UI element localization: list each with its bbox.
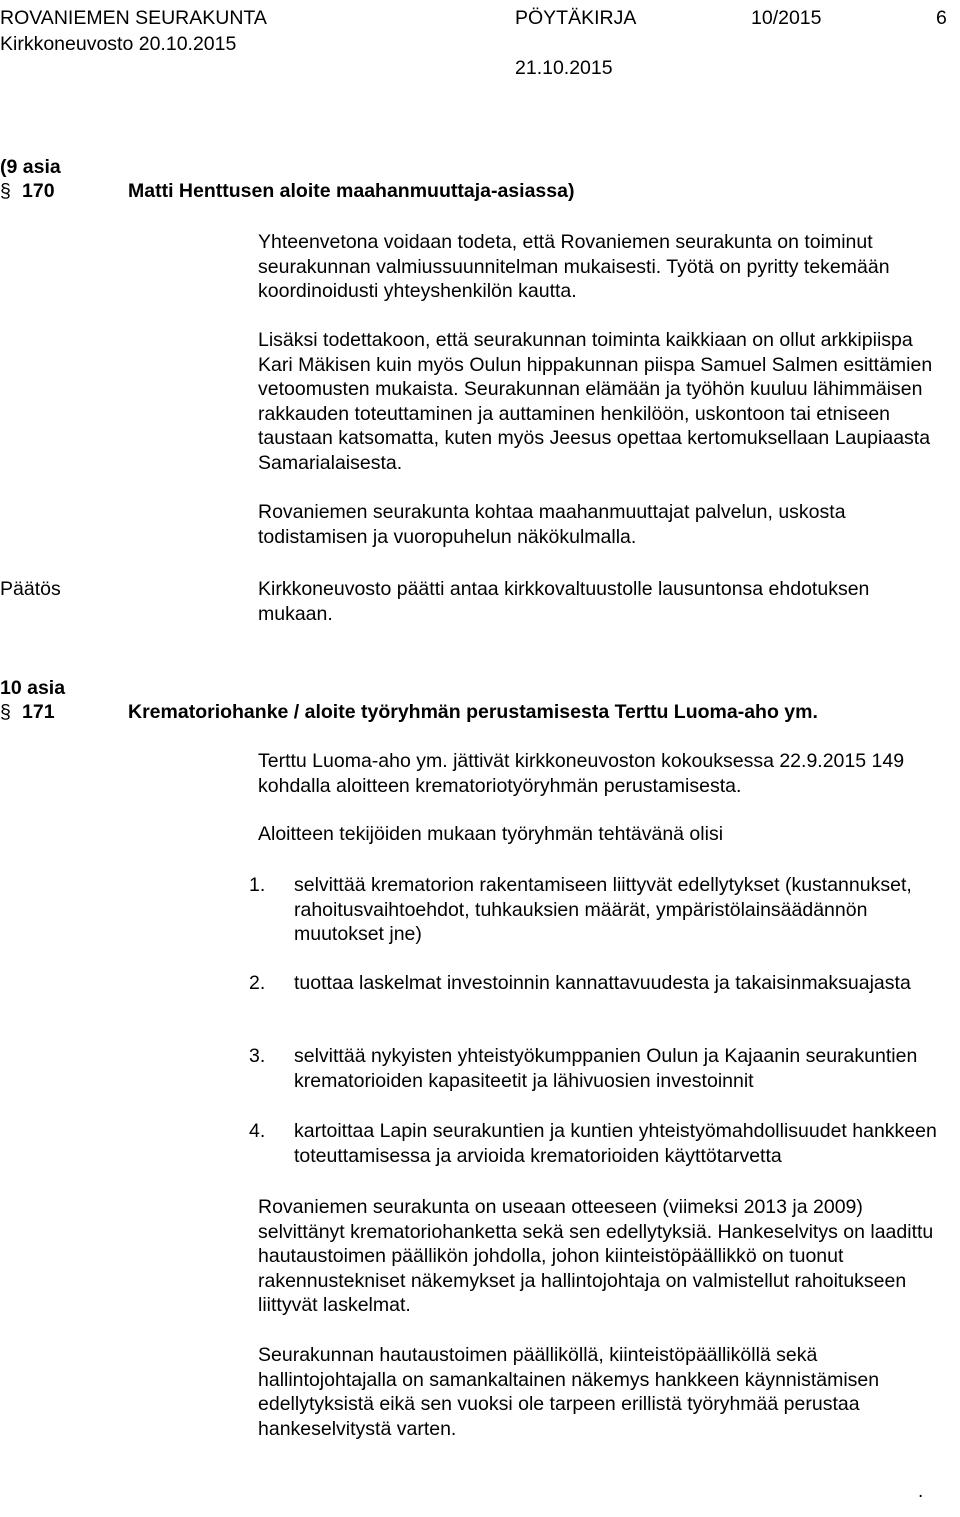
item171-intro: Terttu Luoma-aho ym. jättivät kirkkoneuvoston kokouksessa 22.9.2015 149 kohdalla aloitteen krematoriotyöryhmän perustamisesta.	[258, 750, 905, 797]
item171-number: 171	[22, 701, 55, 723]
list-item-number: 2.	[249, 972, 266, 994]
item170-paragraph-2: Lisäksi todettakoon, että seurakunnan toiminta kaikkiaan on ollut arkkipiispa Kari Mäkisen kuin myös Oulun hippakunnan piispa Samuel Salmen esittämien vetoomusten mukaista. Seurakunnan elämään ja työhön kuuluu lähimmäisen rakkauden toteuttaminen ja auttaminen henkilöön, uskontoon tai etniseen taustaan katsomatta, kuten myös Jeesus opettaa kertomuksellaan Laupiaasta Samarialaisesta.	[258, 329, 933, 474]
item171-prefix: 10 asia	[0, 677, 66, 699]
list-item-text: kartoittaa Lapin seurakuntien ja kuntien yhteistyömahdollisuudet hankkeen toteuttamisessa ja arvioida krematorioiden käyttötarvetta	[294, 1120, 937, 1167]
decision-text: Kirkkoneuvosto päätti antaa kirkkovaltuustolle lausuntonsa ehdotuksen mukaan.	[258, 578, 870, 625]
decision-label: Päätös	[0, 578, 61, 600]
list-item-text: selvittää nykyisten yhteistyökumppanien Oulun ja Kajaanin seurakuntien krematorioiden kapasiteetit ja lähivuosien investoinnit	[294, 1045, 918, 1092]
list-item-number: 4.	[249, 1120, 266, 1142]
list-item-text: tuottaa laskelmat investoinnin kannattavuudesta ja takaisinmaksuajasta	[294, 972, 911, 994]
list-item-text: selvittää krematorion rakentamiseen liittyvät edellytykset (kustannukset, rahoitusvaihtoehdot, tuhkauksien määrät, ympäristölainsäädännön muutokset jne)	[294, 874, 912, 945]
item171-section-mark: §	[0, 701, 11, 723]
header-date: 21.10.2015	[515, 57, 613, 79]
list-item-number: 3.	[249, 1045, 266, 1067]
item170-title: Matti Henttusen aloite maahanmuuttaja-asiassa)	[128, 180, 575, 202]
item170-paragraph-1: Yhteenvetona voidaan todeta, että Rovaniemen seurakunta on toiminut seurakunnan valmiussuunnitelman mukaisesti. Työtä on pyritty tekemään koordinoidusti yhteyshenkilön kautta.	[258, 231, 890, 302]
header-page-number: 6	[936, 7, 947, 29]
item171-paragraph-2: Seurakunnan hautaustoimen päälliköllä, kiinteistöpäälliköllä sekä hallintojohtajalla on samankaltainen näkemys hankkeen käynnistämisen edellytyksistä eikä sen vuoksi ole tarpeen erillistä työryhmää perustaa hankeselvitystä varten.	[258, 1344, 880, 1440]
page-dot: .	[918, 1481, 924, 1502]
header-doc-type: PÖYTÄKIRJA	[515, 7, 637, 29]
header-org: ROVANIEMEN SEURAKUNTA	[0, 7, 267, 29]
item170-prefix: (9 asia	[0, 156, 61, 178]
list-item-number: 1.	[249, 874, 266, 896]
header-doc-number: 10/2015	[751, 7, 822, 29]
item171-title: Krematoriohanke / aloite työryhmän perustamisesta Terttu Luoma-aho ym.	[128, 701, 818, 723]
header-meeting: Kirkkoneuvosto 20.10.2015	[0, 33, 237, 55]
item170-section-mark: §	[0, 180, 11, 202]
item170-paragraph-3: Rovaniemen seurakunta kohtaa maahanmuuttajat palvelun, uskosta todistamisen ja vuoropuhelun näkökulmalla.	[258, 501, 846, 548]
item171-paragraph-1: Rovaniemen seurakunta on useaan otteeseen (viimeksi 2013 ja 2009) selvittänyt krematoriohanketta sekä sen edellytyksiä. Hankeselvitys on laadittu hautaustoimen päällikön johdolla, johon kiinteistöpäällikkö on tuonut rakennustekniset näkemykset ja hallintojohtaja on valmistellut rahoitukseen liittyvät laskelmat.	[258, 1196, 934, 1316]
item170-number: 170	[22, 180, 55, 202]
item171-task-intro: Aloitteen tekijöiden mukaan työryhmän tehtävänä olisi	[258, 823, 724, 845]
